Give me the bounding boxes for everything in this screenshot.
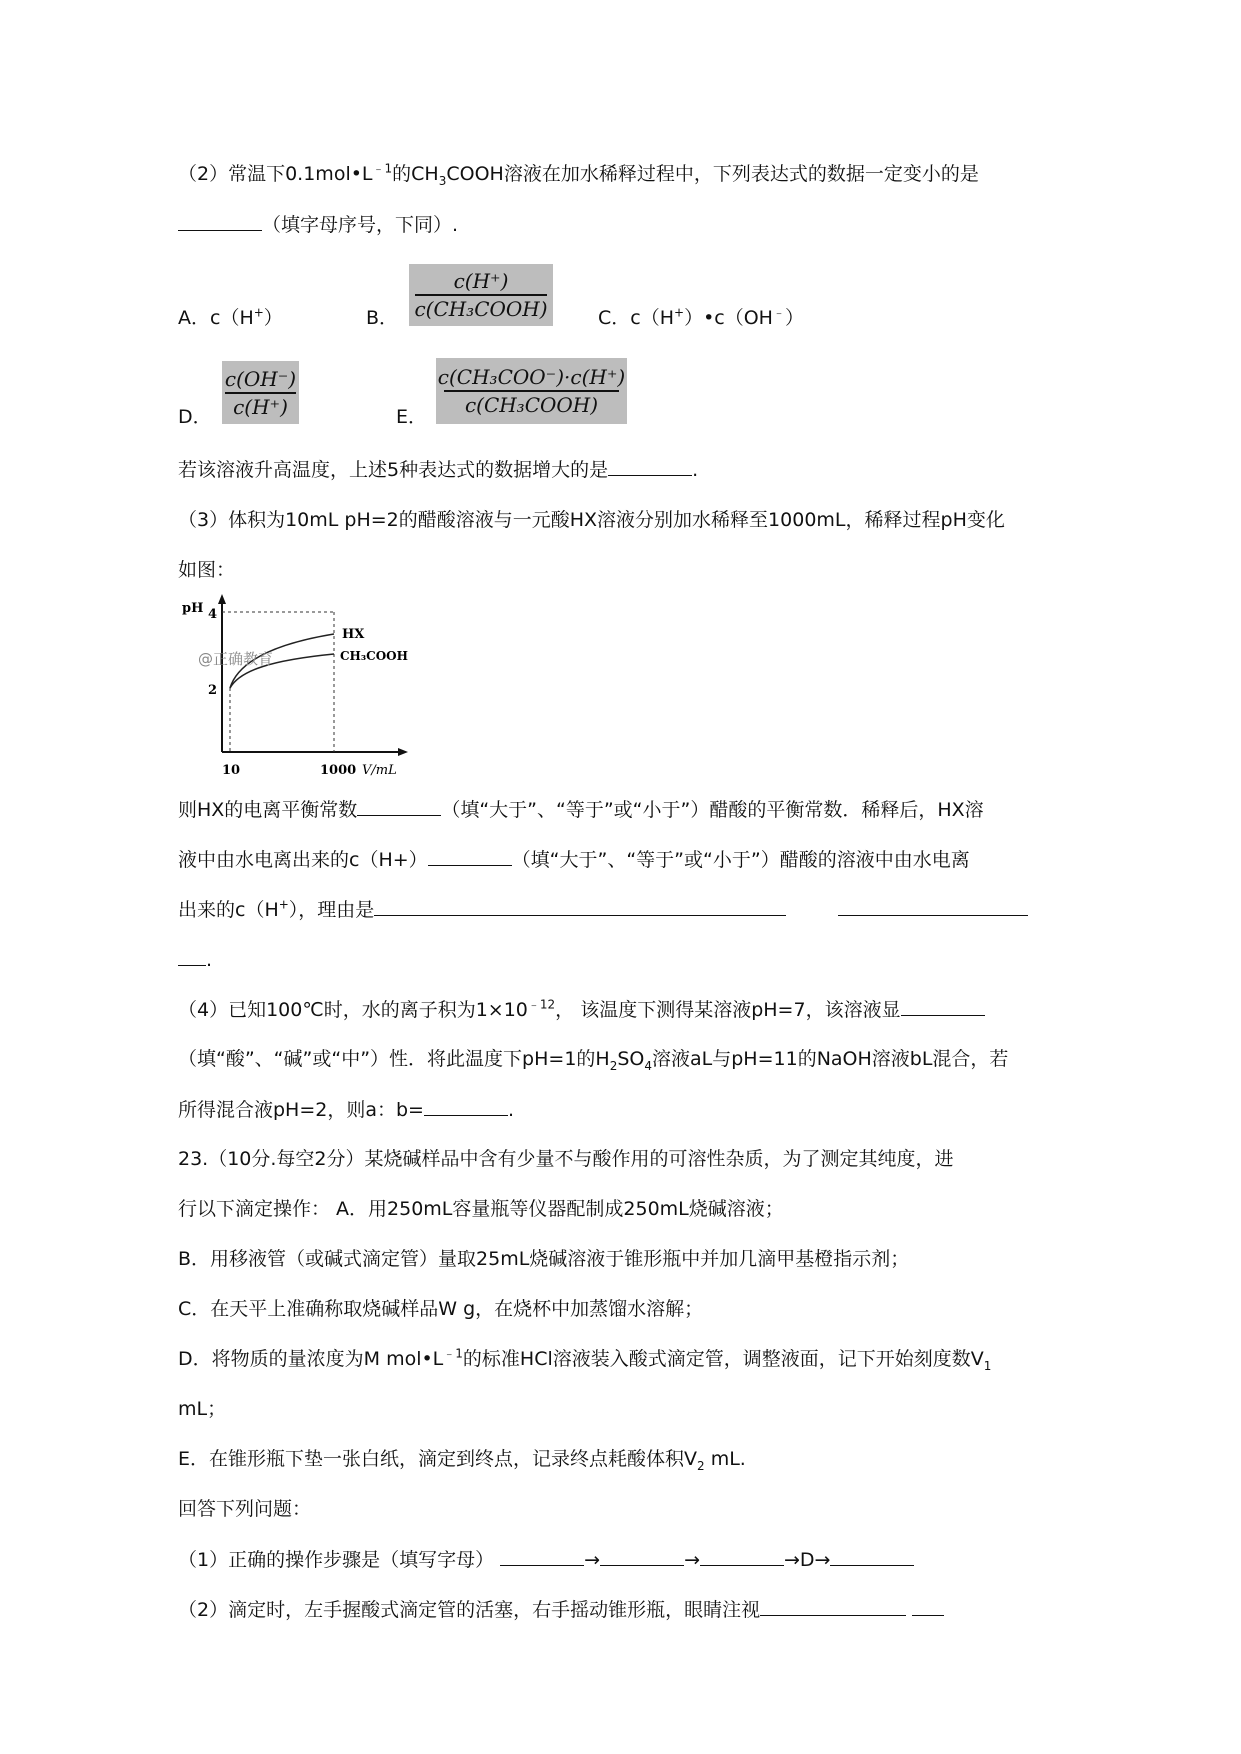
x-tick-1000: 1000 <box>320 763 357 778</box>
q3-after1-b: （填“大于”、“等于”或“小于”）醋酸的平衡常数．稀释后，HX溶 <box>441 799 984 821</box>
q23-sub1-text: （1）正确的操作步骤是（填写字母） <box>178 1549 495 1571</box>
q23-step-d <box>178 1345 991 1373</box>
q3-after2 <box>178 845 970 874</box>
q3-after1-a: 则HX的电离平衡常数 <box>178 799 358 821</box>
answer-blank[interactable] <box>178 945 206 966</box>
q23-sub1 <box>178 1545 914 1574</box>
q23-answer-intro: 回答下列问题： <box>178 1498 312 1520</box>
x-tick-10: 10 <box>222 763 241 778</box>
series-ch3cooh-label: CH₃COOH <box>340 649 408 663</box>
q3-after2-a: 液中由水电离出来的c（H+） <box>178 849 428 871</box>
q4-line1-sup: ﹣12 <box>527 997 556 1012</box>
q2-text-b: 的CH <box>392 163 439 185</box>
answer-blank[interactable] <box>500 1545 584 1566</box>
y-tick-4: 4 <box>208 607 218 622</box>
q2-temp-line <box>178 455 698 484</box>
y-axis-arrow-icon <box>218 594 226 604</box>
q23-line2: 行以下滴定操作： A．用250mL容量瓶等仪器配制成250mL烧碱溶液； <box>178 1198 784 1220</box>
q3-line1: （3）体积为10mL pH=2的醋酸溶液与一元酸HX溶液分别加水稀释至1000mL，稀释过程pH变化 <box>178 509 1005 531</box>
q4-line1-a: （4）已知100℃时，水的离子积为1×10 <box>178 999 528 1021</box>
option-a <box>178 304 283 332</box>
q23-step-c: C．在天平上准确称取烧碱样品W g，在烧杯中加蒸馏水溶解； <box>178 1298 704 1320</box>
option-d-numerator: c(OH⁻) <box>224 366 297 391</box>
option-d-label: D． <box>178 406 212 428</box>
q23-step-d-a: D．将物质的量浓度为M mol•L <box>178 1348 444 1370</box>
q23-sub2 <box>178 1595 944 1624</box>
q4-line2-sub1: 2 <box>609 1058 618 1073</box>
arrow-icon: → <box>783 1549 800 1571</box>
answer-blank[interactable] <box>357 795 441 816</box>
q2-sup: ﹣1 <box>372 161 393 176</box>
x-axis-arrow-icon <box>398 748 408 756</box>
arrow-icon: → <box>684 1549 700 1571</box>
q3-after3-b: ），理由是 <box>288 899 375 921</box>
answer-blank[interactable] <box>374 895 786 916</box>
q23-step-b: B．用移液管（或碱式滴定管）量取25mL烧碱溶液于锥形瓶中并加几滴甲基橙指示剂； <box>178 1248 910 1270</box>
answer-blank[interactable] <box>424 1095 508 1116</box>
answer-blank[interactable] <box>760 1595 812 1616</box>
option-b-numerator: c(H⁺) <box>453 269 509 293</box>
q2-text-a: （2）常温下0.1mol•L <box>178 163 373 185</box>
q2-temp-end: . <box>692 459 699 481</box>
option-e-label: E． <box>396 406 428 428</box>
q2-text-c: COOH溶液在加水稀释过程中，下列表达式的数据一定变小的是 <box>446 163 979 185</box>
answer-blank[interactable] <box>830 1545 914 1566</box>
q3-line2: 如图： <box>178 559 236 581</box>
q23-line1: 23.（10分.每空2分）某烧碱样品中含有少量不与酸作用的可溶性杂质，为了测定其纯度，进 <box>178 1148 954 1170</box>
answer-blank[interactable] <box>178 210 262 231</box>
option-b-formula <box>409 264 553 326</box>
q3-after4-end: . <box>206 949 213 971</box>
arrow-icon: → <box>584 1549 601 1571</box>
x-axis-label: V/mL <box>362 763 397 778</box>
option-a-label: A．c（H <box>178 307 254 329</box>
option-c-sup2: ﹣ <box>772 305 785 320</box>
q4-line3 <box>178 1095 514 1124</box>
q2-line2 <box>178 210 458 239</box>
option-e-numerator: c(CH₃COO⁻)·c(H⁺) <box>437 365 626 389</box>
option-e-formula <box>436 358 627 424</box>
q3-after3-sup: + <box>278 897 289 912</box>
q3-after3-a: 出来的c（H <box>178 899 279 921</box>
answer-blank[interactable] <box>912 1595 944 1616</box>
q23-step-e-a: E．在锥形瓶下垫一张白纸，滴定到终点，记录终点耗酸体积V <box>178 1448 698 1470</box>
q23-step-d-line2: mL； <box>178 1398 227 1420</box>
y-tick-2: 2 <box>208 683 218 698</box>
y-axis-label: pH <box>182 601 204 616</box>
q2-line2-text: （填字母序号，下同）. <box>262 214 459 236</box>
answer-blank[interactable] <box>812 1595 906 1616</box>
q3-after1 <box>178 795 984 824</box>
answer-blank[interactable] <box>600 1545 684 1566</box>
option-e-denominator: c(CH₃COOH) <box>464 393 599 417</box>
option-c-label: C．c（H <box>598 307 675 329</box>
answer-blank[interactable] <box>428 845 512 866</box>
q23-step-d-arrow: D→ <box>799 1549 831 1571</box>
q4-line3-a: 所得混合液pH=2，则a：b= <box>178 1099 424 1121</box>
ph-dilution-chart <box>178 592 438 782</box>
q3-after4 <box>178 945 212 974</box>
q3-after2-b: （填“大于”、“等于”或“小于”）醋酸的溶液中由水电离 <box>511 849 970 871</box>
q23-step-e-sub: 2 <box>697 1458 705 1473</box>
q4-line2-b: SO <box>617 1048 645 1070</box>
q4-line2-a: （填“酸”、“碱”或“中”）性．将此温度下pH=1的H <box>178 1048 610 1070</box>
q4-line1-b: ， 该温度下测得某溶液pH=7，该溶液显 <box>555 999 901 1021</box>
q4-line2-c: 溶液aL与pH=11的NaOH溶液bL混合，若 <box>652 1048 1009 1070</box>
option-c <box>598 304 804 332</box>
option-c-end: ） <box>785 307 805 329</box>
option-b-denominator: c(CH₃COOH) <box>414 297 548 321</box>
option-a-sup: + <box>253 305 264 320</box>
q4-line1 <box>178 995 985 1024</box>
option-c-sup1: + <box>674 305 685 320</box>
answer-blank[interactable] <box>838 895 1028 916</box>
watermark: @正确教育 <box>198 650 274 668</box>
option-b-label: B． <box>366 307 399 329</box>
q23-step-d-sup: ﹣1 <box>443 1346 463 1361</box>
q4-line2 <box>178 1045 1008 1073</box>
series-hx-label: HX <box>342 627 365 642</box>
q23-step-e <box>178 1445 746 1473</box>
q3-after3 <box>178 895 1028 924</box>
option-c-mid: ）•c（OH <box>684 307 773 329</box>
q2-line1 <box>178 160 979 188</box>
q23-sub2-text: （2）滴定时，左手握酸式滴定管的活塞，右手摇动锥形瓶，眼睛注视 <box>178 1599 761 1621</box>
answer-blank[interactable] <box>608 455 692 476</box>
q2-sub: 3 <box>438 173 447 188</box>
q4-line3-end: . <box>507 1099 515 1121</box>
q23-step-d-b: 的标准HCl溶液装入酸式滴定管，调整液面，记下开始刻度数V <box>462 1348 984 1370</box>
q23-step-e-b: mL. <box>704 1448 746 1470</box>
option-a-end: ） <box>263 307 283 329</box>
q4-line2-sub2: 4 <box>644 1058 653 1073</box>
option-d-denominator: c(H⁺) <box>233 394 288 419</box>
answer-blank[interactable] <box>901 995 985 1016</box>
option-d-formula <box>222 361 299 424</box>
answer-blank[interactable] <box>700 1545 784 1566</box>
q23-step-d-sub: 1 <box>983 1358 992 1373</box>
q2-temp-text: 若该溶液升高温度，上述5种表达式的数据增大的是 <box>178 459 609 481</box>
